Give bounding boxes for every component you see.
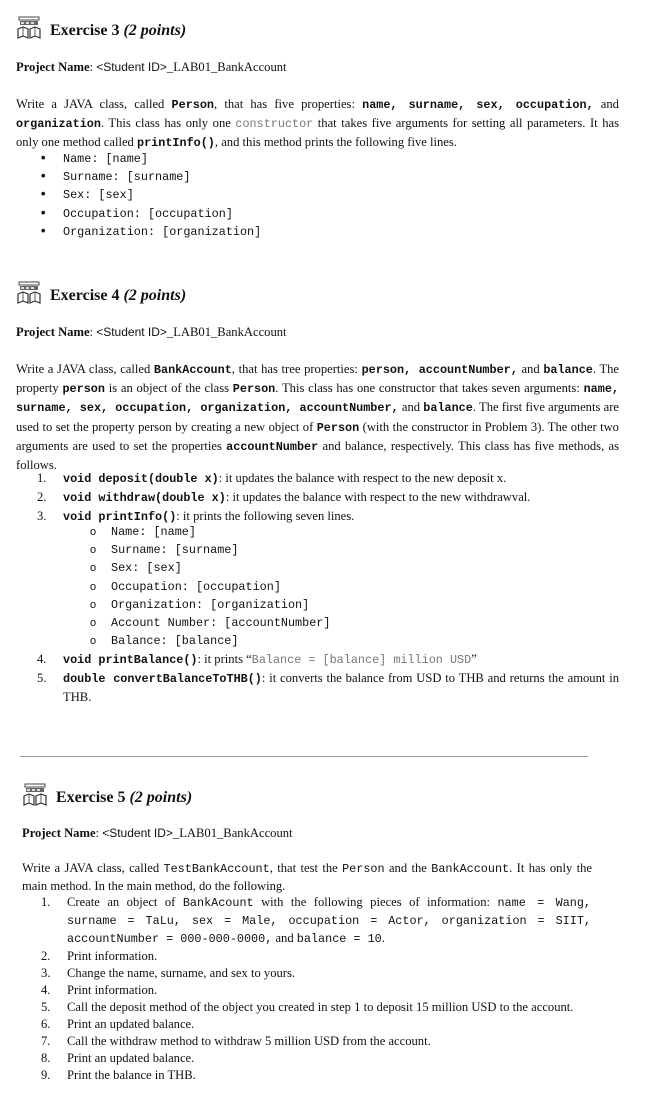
list-item: 9. Print the balance in THB. [41, 1068, 196, 1082]
list-item: 8. Print an updated balance. [41, 1051, 195, 1065]
list-item: 4. Print information. [41, 983, 158, 997]
list-item: o Sex: [sex] [111, 559, 330, 577]
list-item: 6. Print an updated balance. [41, 1017, 195, 1031]
exercise-3-output-list [63, 150, 261, 241]
exercise-3-description: Write a JAVA class, called Person, that has five properties: name, surname, sex, occupation, and organization. This class has only one constructor that takes five arguments for setting all parameters. It has only one method called printInfo(), and this method prints the following five lines. [16, 97, 619, 151]
exercise-4-methods-list-cont [37, 650, 619, 707]
list-item: 3. void printInfo(): it prints the following seven lines. [37, 509, 355, 525]
list-item: • Surname: [surname] [63, 168, 261, 186]
exercise-3-project-name: Project Name: <Student ID>_LAB01_BankAccount [16, 60, 287, 74]
exercise-5-description: Write a JAVA class, called TestBankAccount, that test the Person and the BankAccount. It has only the main method. In the main method, do the following. [22, 861, 592, 893]
list-item: 7. Call the withdraw method to withdraw 5 million USD from the account. [41, 1034, 431, 1048]
exercise-3-title: Exercise 3 (2 points) [50, 22, 187, 39]
exercise-5-project-name: Project Name: <Student ID>_LAB01_BankAccount [22, 826, 293, 840]
list-item: 4. void printBalance(): it prints “Balance = [balance] million USD” [37, 652, 477, 667]
section-divider [20, 756, 588, 757]
exercise-5-title: Exercise 5 (2 points) [56, 789, 193, 806]
exercise-5-header [22, 783, 192, 807]
list-item: 5. double convertBalanceToTHB(): it converts the balance from USD to THB and returns the amount in THB. [37, 671, 619, 705]
list-item: o Occupation: [occupation] [111, 578, 330, 596]
book-icon [16, 281, 42, 305]
list-item: 3. Change the name, surname, and sex to yours. [41, 966, 296, 980]
list-item: o Name: [name] [111, 523, 330, 541]
exercise-4-methods-list [37, 469, 531, 527]
list-item: • Sex: [sex] [63, 186, 261, 204]
list-item: 1. void deposit(double x): it updates the balance with respect to the new deposit x. [37, 471, 507, 486]
exercise-4-header [16, 281, 186, 305]
list-item: o Account Number: [accountNumber] [111, 614, 330, 632]
list-item: • Occupation: [occupation] [63, 205, 261, 223]
list-item: 5. Call the deposit method of the object you created in step 1 to deposit 15 million USD to the account. [41, 1000, 574, 1014]
exercise-4-title: Exercise 4 (2 points) [50, 287, 187, 304]
list-item: • Name: [name] [63, 150, 261, 168]
list-item: 1. Create an object of BankAcount with the following pieces of information: name = Wang, surname = TaLu, sex = Male, occupation = Actor, organization = SIIT, accountNumber = 000-000-0000, and balance = 10. [41, 895, 592, 946]
list-item: 2. void withdraw(double x): it updates the balance with respect to the new withdrawval. [37, 490, 531, 506]
list-item: o Organization: [organization] [111, 596, 330, 614]
list-item: o Surname: [surname] [111, 541, 330, 559]
exercise-3-header [16, 16, 186, 40]
book-icon [22, 783, 48, 807]
list-item: 2. Print information. [41, 949, 158, 963]
book-icon [16, 16, 42, 40]
exercise-4-description: Write a JAVA class, called BankAccount, that has tree properties: person, accountNumber, and balance. The property person is an object of the class Person. This class has one constructor that takes seven arguments: name, surname, sex, occupation, organization, accountNumber, and balance. The first five arguments are used to set the property person by creating a new object of Person (with the constructor in Problem 3). The other two arguments are used to set the properties accountNumber and balance, respectively. This class has five methods, as follows. [16, 362, 620, 473]
exercise-4-printinfo-lines [111, 523, 330, 650]
list-item: • Organization: [organization] [63, 223, 261, 241]
list-item: o Balance: [balance] [111, 632, 330, 650]
exercise-4-project-name: Project Name: <Student ID>_LAB01_BankAccount [16, 325, 287, 339]
exercise-5-steps-list [41, 894, 592, 1084]
